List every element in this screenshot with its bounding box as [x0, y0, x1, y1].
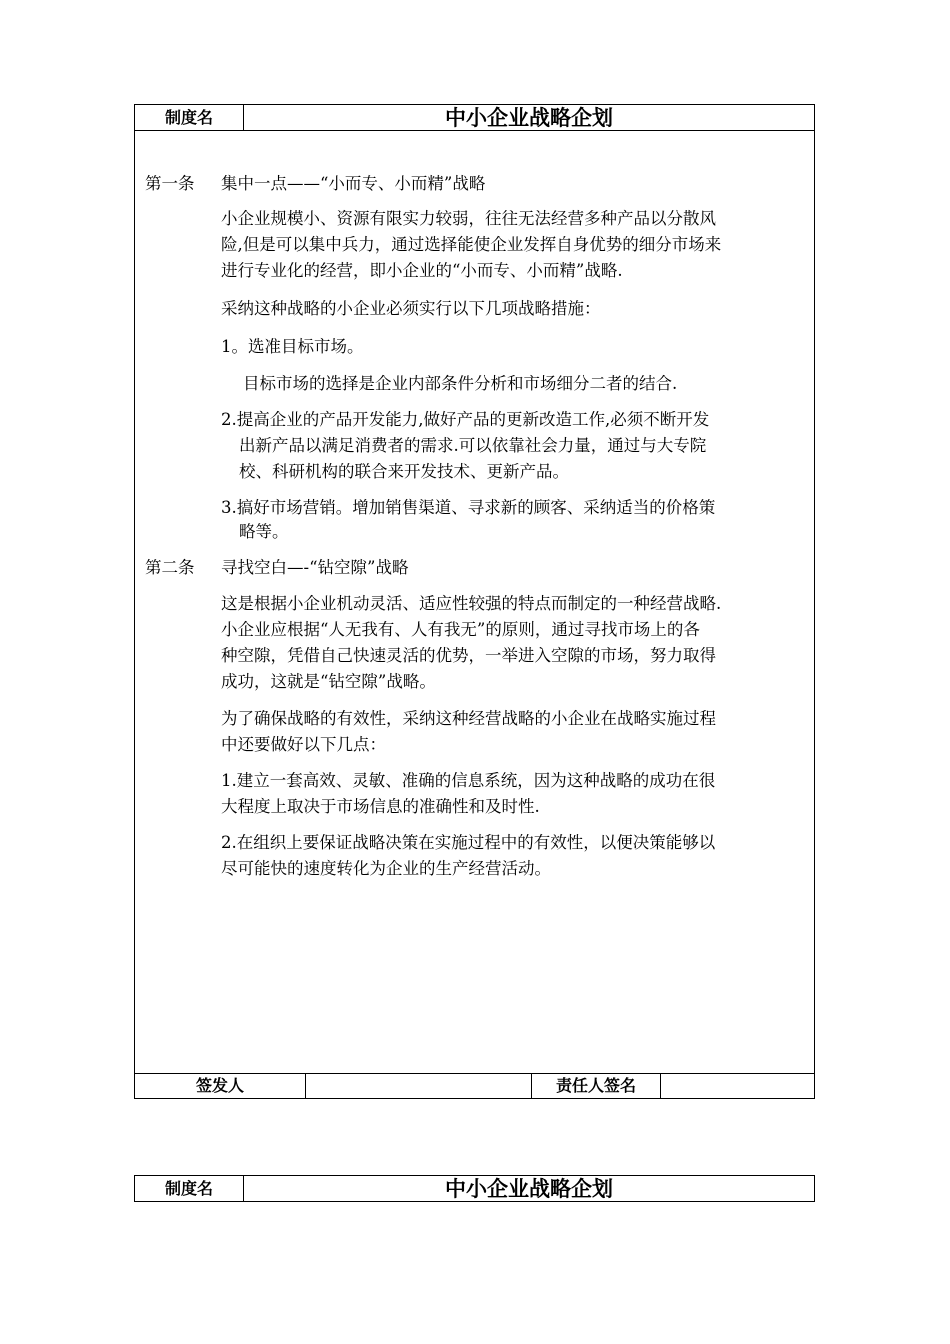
section1-para1-line3: 进行专业化的经营，即小企业的“小而专、小而精”战略. — [221, 261, 623, 280]
responsible-signature-field[interactable] — [661, 1074, 814, 1098]
section2-para2-line1: 为了确保战略的有效性，采纳这种经营战略的小企业在战略实施过程 — [221, 709, 716, 728]
section2-para1-line1: 这是根据小企业机动灵活、适应性较强的特点而制定的一种经营战略. — [221, 594, 722, 613]
section1-item2-line3: 校、科研机构的联合来开发技术、更新产品。 — [239, 462, 569, 481]
section1-item1-desc: 目标市场的选择是企业内部条件分析和市场细分二者的结合. — [243, 374, 678, 393]
policy-body — [135, 131, 814, 1074]
section2-para1-line3: 种空隙，凭借自己快速灵活的优势，一举进入空隙的市场，努力取得 — [221, 646, 716, 665]
policy-table-page2 — [134, 1175, 815, 1202]
section2-para1-line4: 成功，这就是“钻空隙”战略。 — [221, 672, 436, 691]
issuer-field[interactable] — [306, 1074, 532, 1098]
policy-title-page2: 中小企业战略企划 — [445, 1177, 613, 1201]
section1-para2: 采纳这种战略的小企业必须实行以下几项战略措施： — [221, 299, 601, 318]
table-header-row — [135, 105, 814, 131]
section2-item2-line1: 2.在组织上要保证战略决策在实施过程中的有效性，以便决策能够以 — [221, 833, 716, 852]
section1-item1: 1。选准目标市场。 — [221, 337, 364, 356]
policy-name-label-page2: 制度名 — [135, 1176, 244, 1201]
section2-heading: 寻找空白—-“钻空隙”战略 — [221, 558, 409, 577]
responsible-signature-label: 责任人签名 — [532, 1074, 661, 1098]
policy-title: 中小企业战略企划 — [445, 106, 613, 130]
section1-item3-line2: 略等。 — [239, 522, 289, 541]
section1-item3-line1: 3.搞好市场营销。增加销售渠道、寻求新的顾客、采纳适当的价格策 — [221, 498, 716, 517]
section1-item2-line1: 2.提高企业的产品开发能力,做好产品的更新改造工作,必须不断开发 — [221, 410, 710, 429]
section2-item1-line1: 1.建立一套高效、灵敏、准确的信息系统，因为这种战略的成功在很 — [221, 771, 716, 790]
section1-number: 第一条 — [145, 174, 195, 193]
section1-para1-line2: 险,但是可以集中兵力，通过选择能使企业发挥自身优势的细分市场来 — [221, 235, 722, 254]
section1-heading: 集中一点——“小而专、小而精”战略 — [221, 174, 486, 193]
section1-para1-line1: 小企业规模小、资源有限实力较弱，往往无法经营多种产品以分散风 — [221, 209, 716, 228]
section2-number: 第二条 — [145, 558, 195, 577]
section2-item2-line2: 尽可能快的速度转化为企业的生产经营活动。 — [221, 859, 551, 878]
issuer-label: 签发人 — [135, 1074, 306, 1098]
signature-row — [135, 1074, 814, 1098]
section2-item1-line2: 大程度上取决于市场信息的准确性和及时性. — [221, 797, 540, 816]
policy-name-label: 制度名 — [135, 105, 244, 130]
policy-table — [134, 104, 815, 1099]
section2-para2-line2: 中还要做好以下几点： — [221, 735, 386, 754]
section1-item2-line2: 出新产品以满足消费者的需求.可以依靠社会力量，通过与大专院 — [239, 436, 707, 455]
table-header-row-page2 — [135, 1176, 814, 1201]
section2-para1-line2: 小企业应根据“人无我有、人有我无”的原则，通过寻找市场上的各 — [221, 620, 700, 639]
